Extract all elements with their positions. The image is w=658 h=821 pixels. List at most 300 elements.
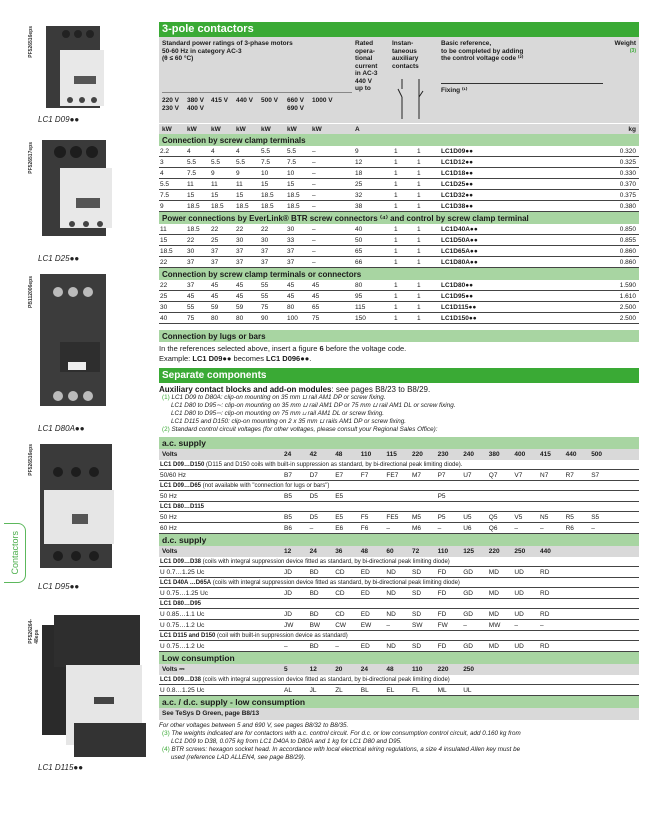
weight-cell: 2.500 bbox=[619, 304, 636, 311]
coil-code: GD bbox=[463, 643, 473, 650]
value-cell: 115 bbox=[355, 304, 366, 311]
value-cell: 15 bbox=[160, 237, 168, 244]
coil-code-row: U 0.75…1.2 Uc – BD – ED ND SD FD GD MD UD RD bbox=[159, 641, 639, 652]
coil-code: SD bbox=[412, 643, 422, 650]
coil-code: RD bbox=[540, 569, 550, 576]
value-cell: 25 bbox=[160, 293, 168, 300]
volt-value: 72 bbox=[412, 548, 420, 555]
volt-value: 230 bbox=[437, 451, 449, 458]
image-code: PF526516eps bbox=[28, 26, 34, 58]
table-row bbox=[159, 224, 639, 235]
coil-code: E6 bbox=[335, 525, 344, 532]
coil-code: ZL bbox=[335, 687, 343, 694]
coil-code: RD bbox=[540, 643, 550, 650]
weight-cell: 0.320 bbox=[619, 148, 636, 155]
coil-code: JD bbox=[284, 611, 292, 618]
coil-code: SW bbox=[412, 622, 423, 629]
contactor-sections bbox=[159, 134, 639, 324]
coil-code: BW bbox=[309, 622, 321, 629]
low-volts-row: Volts ⎓ 5 12 20 24 48 110 220 250 bbox=[159, 664, 639, 675]
value-cell: – bbox=[312, 148, 316, 155]
value-cell: 4 bbox=[236, 148, 240, 155]
coil-code: – bbox=[386, 525, 391, 532]
coil-code-row: U 0.7…1.25 Uc JD BD CD ED ND SD FD GD MD UD RD bbox=[159, 567, 639, 578]
table-row bbox=[159, 302, 639, 313]
coil-code: ND bbox=[386, 590, 396, 597]
value-cell: 37 bbox=[261, 248, 269, 255]
table-header bbox=[159, 37, 639, 123]
basic-reference-header: Basic reference, to be completed by adding the control voltage code ⁽²⁾ bbox=[441, 40, 524, 62]
value-cell: 18.5 bbox=[211, 203, 224, 210]
value-cell: 18.5 bbox=[236, 203, 249, 210]
coil-code-row: 50 Hz B5 D5 E5 P5 bbox=[159, 491, 639, 502]
value-cell: 11 bbox=[236, 181, 243, 188]
table-row bbox=[159, 168, 639, 179]
table-row bbox=[159, 291, 639, 302]
coil-code: E7 bbox=[335, 472, 344, 479]
volt-value: 36 bbox=[335, 548, 343, 555]
volt-value: 20 bbox=[335, 666, 343, 673]
coil-code: ND bbox=[386, 643, 396, 650]
volt-value: 380 bbox=[488, 451, 500, 458]
coil-code-row: 60 Hz B6 – E6 F6 – M6 – U6 Q6 – – R6 – bbox=[159, 523, 639, 534]
mounting-note-line: LC1 D80 to D95⎓: clip-on mounting on 75 mm ⊔ rail AM1 DL or screw fixing. bbox=[171, 410, 384, 417]
value-cell: 1 bbox=[394, 293, 398, 300]
ratings-header: Standard power ratings of 3-phase motors 50-60 Hz in category AC-3 (θ ≤ 60 °C) bbox=[162, 40, 293, 62]
coil-code: RD bbox=[540, 611, 550, 618]
coil-code: ND bbox=[386, 569, 396, 576]
reference-cell: LC1D12●● bbox=[441, 159, 474, 166]
lugs-instruction: In the references selected above, insert a figure 6 before the voltage code. bbox=[159, 344, 407, 353]
value-cell: 1 bbox=[394, 282, 398, 289]
value-cell: 45 bbox=[236, 282, 244, 289]
volt-value: 12 bbox=[309, 666, 317, 673]
footnote-3: (3) The weights indicated are for contactors with a.c. control circuit. For d.c. or low consumption control circuit, add 0.160 kg from LC1 D09 to D38, 0.075 kg from LC1 D40A to D80A and 1 kg for LC1 D80 and D95. bbox=[162, 730, 521, 745]
weight-cell: 0.375 bbox=[619, 192, 636, 199]
coil-code: SD bbox=[412, 611, 422, 618]
value-cell: 1 bbox=[394, 226, 398, 233]
value-cell: 1 bbox=[394, 315, 398, 322]
coil-code: GD bbox=[463, 569, 473, 576]
reference-cell: LC1D80A●● bbox=[441, 259, 478, 266]
coil-code: D7 bbox=[309, 472, 318, 479]
volt-value: 24 bbox=[284, 451, 292, 458]
image-code: PF526516eps bbox=[28, 444, 34, 476]
coil-code: UD bbox=[514, 643, 524, 650]
value-cell: 37 bbox=[287, 259, 295, 266]
range-description: LC1 D09…D150 (D115 and D150 coils with built-in suppression as standard, by bi-directional peak limiting diode). bbox=[159, 460, 639, 470]
value-cell: 1 bbox=[394, 192, 398, 199]
main-content bbox=[159, 22, 639, 762]
coil-code: – bbox=[591, 525, 595, 532]
coil-code-row: U 0.75…1.25 Uc JD BD CD ED ND SD FD GD MD UD RD bbox=[159, 588, 639, 599]
volt-value: 250 bbox=[463, 666, 475, 673]
section-title: Connection by screw clamp terminals or connectors bbox=[159, 268, 639, 280]
coil-code: GD bbox=[463, 590, 473, 597]
acdc-low-title: a.c. / d.c. supply - low consumption bbox=[159, 696, 639, 708]
separate-components-title: Separate components bbox=[159, 368, 639, 383]
coil-code: U6 bbox=[463, 525, 472, 532]
volt-value: 48 bbox=[335, 451, 343, 458]
coil-code-row: 50 Hz B5 D5 E5 F5 FE5 M5 P5 U5 Q5 V5 N5 R5 S5 bbox=[159, 512, 639, 523]
value-cell: 11 bbox=[187, 181, 194, 188]
value-cell: 7.5 bbox=[261, 159, 271, 166]
units-row: kW kW kW kW kW kW kW A kg bbox=[159, 123, 639, 134]
value-cell: 9 bbox=[160, 203, 164, 210]
value-cell: 22 bbox=[160, 282, 168, 289]
coil-code: Q6 bbox=[488, 525, 498, 532]
volt-value: 110 bbox=[412, 666, 423, 673]
volt-415: 415 V bbox=[211, 97, 228, 104]
value-cell: 30 bbox=[287, 226, 295, 233]
coil-code: FD bbox=[437, 643, 447, 650]
low-consumption-title: Low consumption bbox=[159, 652, 639, 664]
reference-cell: LC1D95●● bbox=[441, 293, 474, 300]
value-cell: 80 bbox=[211, 315, 219, 322]
weight-header: Weight (3) bbox=[614, 40, 636, 54]
value-cell: 4 bbox=[160, 170, 164, 177]
value-cell: 1 bbox=[417, 282, 421, 289]
value-cell: 75 bbox=[261, 304, 269, 311]
value-cell: 9 bbox=[211, 170, 215, 177]
coil-code: BD bbox=[309, 569, 319, 576]
coil-code: F7 bbox=[360, 472, 369, 479]
value-cell: 1 bbox=[417, 237, 421, 244]
coil-code: – bbox=[463, 622, 467, 629]
weight-cell: 1.610 bbox=[619, 293, 636, 300]
value-cell: 1 bbox=[394, 159, 398, 166]
value-cell: 18.5 bbox=[287, 192, 300, 199]
range-description: LC1 D115 and D150 (coil with built-in suppression device as standard) bbox=[159, 631, 639, 641]
coil-code: – bbox=[540, 525, 544, 532]
value-cell: 59 bbox=[236, 304, 244, 311]
value-cell: 4 bbox=[187, 148, 191, 155]
coil-code: B6 bbox=[284, 525, 292, 532]
value-cell: 18.5 bbox=[160, 248, 173, 255]
coil-code: M5 bbox=[412, 514, 422, 521]
table-row bbox=[159, 280, 639, 291]
aux-contacts-header: Instan- taneous auxiliary contacts bbox=[392, 40, 419, 70]
value-cell: 10 bbox=[261, 170, 269, 177]
range-description: LC1 D80…D95 bbox=[159, 599, 639, 609]
coil-code: – bbox=[309, 525, 314, 532]
volt-1000: 1000 V bbox=[312, 97, 333, 104]
reference-cell: LC1D150●● bbox=[441, 315, 477, 322]
volt-value: 5 bbox=[284, 666, 288, 673]
value-cell: 18.5 bbox=[187, 203, 200, 210]
value-cell: 22 bbox=[187, 237, 195, 244]
weight-cell: 0.850 bbox=[619, 226, 636, 233]
coil-code: JL bbox=[309, 687, 317, 694]
coil-code: FD bbox=[437, 590, 447, 597]
lugs-example: Example: LC1 D09●● becomes LC1 D096●●. bbox=[159, 354, 312, 363]
value-cell: – bbox=[312, 192, 316, 199]
lugs-section-title: Connection by lugs or bars bbox=[159, 330, 639, 342]
see-tesys-green-row: See TeSys D Green, page B8/13 bbox=[159, 708, 639, 720]
table-row bbox=[159, 313, 639, 324]
value-cell: 45 bbox=[312, 282, 320, 289]
coil-code: MD bbox=[488, 643, 499, 650]
dc-supply-title: d.c. supply bbox=[159, 534, 639, 546]
value-cell: 33 bbox=[287, 237, 295, 244]
mounting-note-line: LC1 D115 and D150: clip-on mounting on 2 x 35 mm ⊔ rails AM1 DP or screw fixing. bbox=[171, 418, 406, 425]
value-cell: 37 bbox=[287, 248, 295, 255]
value-cell: 22 bbox=[236, 226, 244, 233]
coil-code: M7 bbox=[412, 472, 422, 479]
coil-code: FL bbox=[412, 687, 420, 694]
coil-code: F5 bbox=[360, 514, 369, 521]
coil-code: B5 bbox=[284, 514, 292, 521]
coil-code: V7 bbox=[514, 472, 523, 479]
value-cell: 10 bbox=[287, 170, 295, 177]
footer-other-voltages: For other voltages between 5 and 690 V, see pages B8/32 to B8/35. bbox=[159, 722, 349, 729]
weight-cell: 0.860 bbox=[619, 259, 636, 266]
value-cell: – bbox=[312, 237, 316, 244]
value-cell: 5.5 bbox=[287, 148, 297, 155]
low-consumption-table bbox=[159, 675, 639, 696]
coil-code: B7 bbox=[284, 472, 292, 479]
range-description: LC1 D80…D115 bbox=[159, 502, 639, 512]
coil-code: E5 bbox=[335, 493, 344, 500]
value-cell: 45 bbox=[287, 282, 295, 289]
value-cell: 45 bbox=[211, 293, 219, 300]
reference-cell: LC1D80●● bbox=[441, 282, 474, 289]
value-cell: 18.5 bbox=[261, 192, 274, 199]
value-cell: – bbox=[312, 159, 316, 166]
value-cell: 55 bbox=[261, 293, 269, 300]
value-cell: 1 bbox=[417, 148, 421, 155]
reference-cell: LC1D18●● bbox=[441, 170, 474, 177]
coil-code: RD bbox=[540, 590, 550, 597]
coil-code: FD bbox=[437, 611, 447, 618]
coil-code: EL bbox=[386, 687, 395, 694]
coil-code: – bbox=[514, 622, 519, 629]
volt-value: 48 bbox=[386, 666, 394, 673]
coil-code: D5 bbox=[309, 493, 318, 500]
note-1-mounting bbox=[159, 394, 639, 426]
volt-value: 60 bbox=[386, 548, 394, 555]
value-cell: 30 bbox=[187, 248, 195, 255]
volt-value: 415 bbox=[540, 451, 551, 458]
volt-660: 660 V 690 V bbox=[287, 97, 304, 112]
coil-code: GD bbox=[463, 611, 473, 618]
section-title: Power connections by EverLink® BTR screw connectors ⁽⁴⁾ and control by screw clamp terminal bbox=[159, 212, 639, 224]
coil-code: D5 bbox=[309, 514, 318, 521]
value-cell: 50 bbox=[355, 237, 363, 244]
contactors-side-tab[interactable] bbox=[4, 523, 26, 583]
volt-value: 12 bbox=[284, 548, 292, 555]
value-cell: – bbox=[312, 259, 316, 266]
value-cell: 75 bbox=[187, 315, 195, 322]
value-cell: 55 bbox=[187, 304, 195, 311]
value-cell: 4 bbox=[211, 148, 215, 155]
coil-code: BL bbox=[360, 687, 369, 694]
volt-value: 24 bbox=[309, 548, 317, 555]
mounting-note-line: (1) LC1 D09 to D80A: clip-on mounting on 35 mm ⊔ rail AM1 DP or screw fixing. bbox=[162, 394, 386, 401]
value-cell: 9 bbox=[355, 148, 359, 155]
coil-code: S7 bbox=[591, 472, 600, 479]
volt-value: 48 bbox=[360, 548, 369, 555]
coil-code: FE5 bbox=[386, 514, 399, 521]
dc-volts-row: Volts 12 24 36 48 60 72 110 125 220 250 440 bbox=[159, 546, 639, 557]
coil-code: SD bbox=[412, 569, 422, 576]
coil-code: ED bbox=[360, 569, 370, 576]
table-row bbox=[159, 235, 639, 246]
coil-code: MD bbox=[488, 611, 499, 618]
coil-code: R6 bbox=[565, 525, 574, 532]
value-cell: 12 bbox=[355, 159, 363, 166]
coil-code-row: U 0.75…1.2 Uc JW BW CW EW – SW FW – MW – – bbox=[159, 620, 639, 631]
value-cell: 9 bbox=[236, 170, 240, 177]
coil-code: JD bbox=[284, 590, 292, 597]
coil-code: MD bbox=[488, 569, 499, 576]
value-cell: 75 bbox=[312, 315, 320, 322]
coil-code: – bbox=[437, 525, 442, 532]
coil-code: BD bbox=[309, 643, 319, 650]
volt-value: 440 bbox=[540, 548, 551, 555]
coil-code: Q5 bbox=[488, 514, 498, 521]
coil-code: UD bbox=[514, 569, 524, 576]
value-cell: 1 bbox=[417, 248, 421, 255]
value-cell: 40 bbox=[160, 315, 168, 322]
value-cell: 11 bbox=[211, 181, 218, 188]
value-cell: 37 bbox=[211, 259, 219, 266]
value-cell: 11 bbox=[160, 226, 167, 233]
value-cell: 1 bbox=[417, 203, 421, 210]
value-cell: 1 bbox=[417, 293, 421, 300]
value-cell: 5.5 bbox=[211, 159, 221, 166]
value-cell: 66 bbox=[355, 259, 363, 266]
contactor-image bbox=[38, 138, 118, 238]
volt-value: 220 bbox=[488, 548, 500, 555]
contactor-image bbox=[38, 615, 148, 757]
value-cell: 1 bbox=[394, 304, 398, 311]
value-cell: 5.5 bbox=[236, 159, 246, 166]
product-caption: LC1 D95●● bbox=[38, 582, 80, 591]
value-cell: 7.5 bbox=[287, 159, 297, 166]
coil-code: CD bbox=[335, 590, 345, 597]
coil-code: ND bbox=[386, 611, 396, 618]
contactor-image bbox=[38, 440, 116, 570]
coil-code: MD bbox=[488, 590, 499, 597]
footnote-4: (4) BTR screws: hexagon socket head. In accordance with local electrical wiring regulations, a size 4 insulated Allen key must be used (reference LAD ALLEN4, see page B8/29). bbox=[162, 746, 521, 761]
volt-value: 24 bbox=[360, 666, 369, 673]
value-cell: – bbox=[312, 181, 316, 188]
value-cell: 59 bbox=[211, 304, 219, 311]
table-row bbox=[159, 190, 639, 201]
value-cell: – bbox=[312, 248, 316, 255]
value-cell: 30 bbox=[261, 237, 269, 244]
volt-value: 240 bbox=[463, 451, 475, 458]
contactor-image bbox=[38, 272, 108, 412]
weight-cell: 0.380 bbox=[619, 203, 636, 210]
value-cell: – bbox=[312, 226, 316, 233]
volt-value: 125 bbox=[463, 548, 475, 555]
coil-code: BD bbox=[309, 590, 319, 597]
value-cell: 18.5 bbox=[187, 226, 200, 233]
value-cell: 25 bbox=[355, 181, 363, 188]
value-cell: 32 bbox=[355, 192, 363, 199]
value-cell: 15 bbox=[211, 192, 219, 199]
value-cell: 40 bbox=[355, 226, 363, 233]
value-cell: 45 bbox=[236, 293, 244, 300]
coil-code: B5 bbox=[284, 493, 292, 500]
value-cell: 3 bbox=[160, 159, 164, 166]
volt-value: 500 bbox=[591, 451, 603, 458]
coil-code: BD bbox=[309, 611, 319, 618]
coil-code: P5 bbox=[437, 493, 446, 500]
value-cell: 1 bbox=[394, 181, 398, 188]
coil-code: AL bbox=[284, 687, 292, 694]
value-cell: 80 bbox=[355, 282, 363, 289]
value-cell: 150 bbox=[355, 315, 366, 322]
value-cell: 37 bbox=[211, 248, 219, 255]
value-cell: 1 bbox=[394, 248, 398, 255]
value-cell: 5.5 bbox=[261, 148, 271, 155]
coil-code: S5 bbox=[591, 514, 600, 521]
value-cell: 37 bbox=[261, 259, 269, 266]
value-cell: 25 bbox=[211, 237, 219, 244]
range-description: LC1 D09…D38 (coils with integral suppression device fitted as standard, by bi-directional peak limiting diode) bbox=[159, 675, 639, 685]
value-cell: 1 bbox=[417, 304, 421, 311]
value-cell: 45 bbox=[287, 293, 295, 300]
weight-cell: 1.590 bbox=[619, 282, 636, 289]
coil-code: FE7 bbox=[386, 472, 399, 479]
product-caption: LC1 D115●● bbox=[38, 763, 84, 772]
coil-code: F6 bbox=[360, 525, 369, 532]
value-cell: 5.5 bbox=[187, 159, 197, 166]
value-cell: 1 bbox=[394, 237, 398, 244]
value-cell: 1 bbox=[417, 159, 421, 166]
value-cell: 18.5 bbox=[287, 203, 300, 210]
side-tab-label: Contactors bbox=[9, 531, 20, 575]
weight-cell: 2.500 bbox=[619, 315, 636, 322]
table-row bbox=[159, 179, 639, 190]
volt-value: 115 bbox=[386, 451, 397, 458]
value-cell: 1 bbox=[417, 170, 421, 177]
reference-cell: LC1D65A●● bbox=[441, 248, 478, 255]
weight-cell: 0.860 bbox=[619, 248, 636, 255]
coil-code-row: U 0.85…1.1 Uc JD BD CD ED ND SD FD GD MD UD RD bbox=[159, 609, 639, 620]
coil-code: R7 bbox=[565, 472, 574, 479]
coil-code: UD bbox=[514, 590, 524, 597]
coil-code: – bbox=[335, 643, 339, 650]
value-cell: 15 bbox=[187, 192, 195, 199]
coil-code: – bbox=[514, 525, 519, 532]
value-cell: 1 bbox=[417, 192, 421, 199]
coil-code: P7 bbox=[437, 472, 446, 479]
reference-cell: LC1D38●● bbox=[441, 203, 474, 210]
coil-code-row: U 0.8…1.25 Uc AL JL ZL BL EL FL ML UL bbox=[159, 685, 639, 696]
dc-supply-table bbox=[159, 557, 639, 652]
volt-value: 220 bbox=[412, 451, 423, 458]
volt-value: 400 bbox=[514, 451, 526, 458]
volt-220: 220 V 230 V bbox=[162, 97, 179, 112]
value-cell: 1 bbox=[394, 203, 398, 210]
coil-code: Q7 bbox=[488, 472, 498, 479]
volt-380: 380 V 400 V bbox=[187, 97, 204, 112]
volt-value: 42 bbox=[309, 451, 317, 458]
value-cell: 37 bbox=[187, 282, 195, 289]
coil-code: ED bbox=[360, 643, 370, 650]
reference-cell: LC1D32●● bbox=[441, 192, 474, 199]
value-cell: 100 bbox=[287, 315, 298, 322]
range-description: LC1 D40A …D65A (coils with integral suppression device fitted as standard, by bi-directional peak limiting diode) bbox=[159, 578, 639, 588]
coil-code: – bbox=[540, 622, 544, 629]
range-description: LC1 D09…D65 (not available with "connection for lugs or bars") bbox=[159, 481, 639, 491]
coil-code: E5 bbox=[335, 514, 344, 521]
value-cell: 45 bbox=[312, 293, 320, 300]
